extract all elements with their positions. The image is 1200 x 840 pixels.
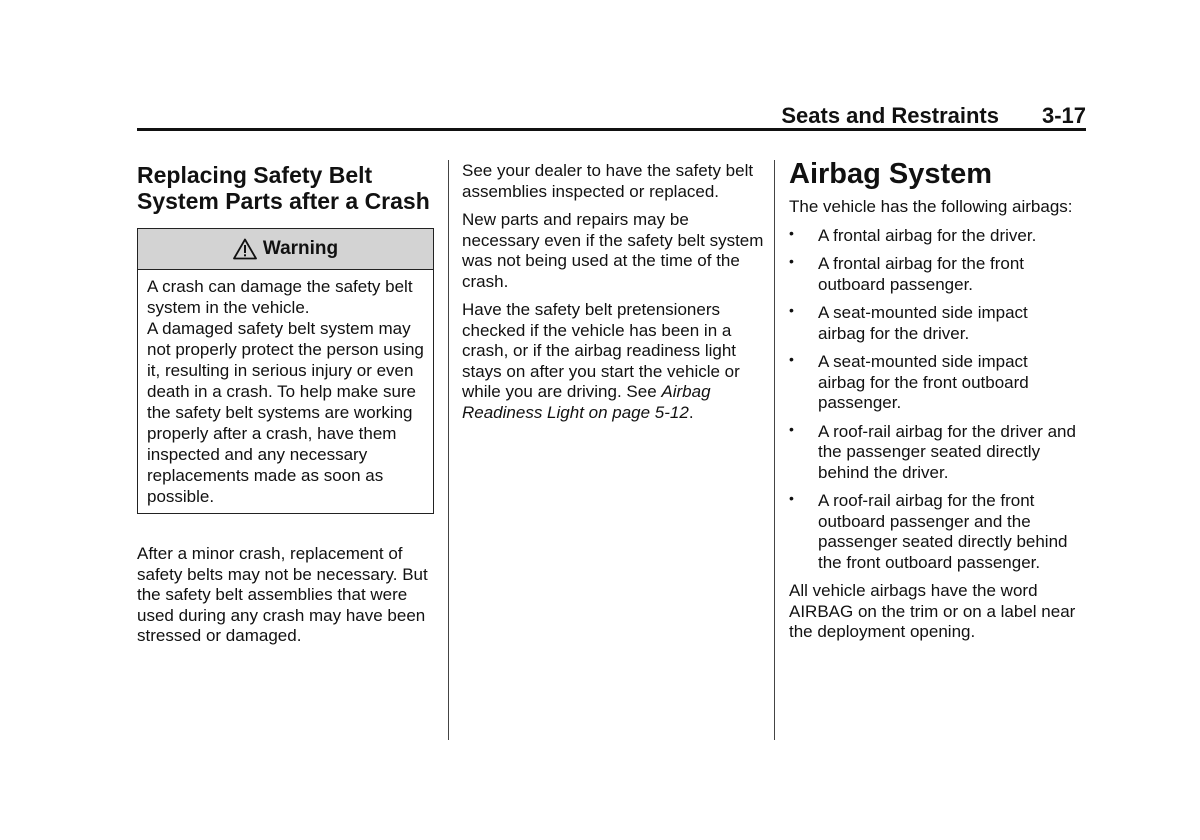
list-item-text: A roof-rail airbag for the front outboard passenger and the passenger seated directly behind the front outboard passenger. [818, 491, 1068, 572]
airbag-readiness-light-reference: Airbag Readiness Light on page 5-12 [462, 382, 711, 422]
bullet-icon: • [789, 253, 794, 269]
airbag-intro: The vehicle has the following airbags: [789, 197, 1073, 216]
list-item-text: A seat-mounted side impact airbag for the front outboard passenger. [818, 352, 1029, 412]
bullet-icon: • [789, 490, 794, 506]
header-page-number: 3-17 [1041, 103, 1086, 128]
warning-text-2: A damaged safety belt system may not properly protect the person using it, resulting in serious injury or even death in a crash. To help make sure the safety belt systems are working properly after a crash, have them inspected and any necessary replacements made as soon as possible. [147, 319, 424, 506]
middle-paragraph-3-end: . [688, 402, 694, 422]
list-item [789, 303, 1079, 344]
middle-column [462, 161, 764, 431]
bullet-icon: • [789, 351, 794, 367]
running-header [137, 102, 1086, 130]
middle-paragraph-1: See your dealer to have the safety belt assemblies inspected or replaced. [462, 161, 754, 201]
header-rule [137, 128, 1086, 131]
airbag-list [789, 226, 1079, 574]
middle-paragraph-2: New parts and repairs may be necessary even if the safety belt system was not being used at the time of the crash. [462, 210, 764, 291]
left-column [137, 162, 434, 655]
warning-text-1: A crash can damage the safety belt system in the vehicle. [147, 277, 413, 317]
list-item [789, 491, 1079, 573]
list-item-text: A frontal airbag for the front outboard passenger. [818, 254, 1025, 294]
left-paragraph: After a minor crash, replacement of safety belts may not be necessary. But the safety belt assemblies that were used during any crash may have been stressed or damaged. [137, 544, 428, 645]
column-divider-right [774, 160, 775, 740]
list-item [789, 352, 1079, 414]
airbag-outro: All vehicle airbags have the word AIRBAG on the trim or on a label near the deployment opening. [789, 581, 1076, 641]
column-divider-left [448, 160, 449, 740]
right-column [789, 157, 1079, 651]
list-item [789, 422, 1079, 484]
middle-paragraph-3 [462, 300, 764, 423]
list-item-text: A seat-mounted side impact airbag for the driver. [818, 303, 1028, 343]
list-item [789, 254, 1079, 295]
section-title-replacing-parts: Replacing Safety Belt System Parts after a Crash [137, 162, 430, 214]
warning-body [138, 270, 433, 513]
list-item-text: A frontal airbag for the driver. [818, 225, 1037, 245]
section-title-airbag-system: Airbag System [789, 158, 993, 190]
middle-paragraph-3-text: Have the safety belt pretensioners checked if the vehicle has been in a crash, or if the airbag readiness light stays on after you start the vehicle or while you are driving. See [462, 300, 740, 401]
bullet-icon: • [789, 420, 794, 437]
warning-header [138, 229, 433, 270]
bullet-icon: • [789, 224, 794, 241]
header-section-title: Seats and Restraints [781, 103, 999, 128]
list-item-text: A roof-rail airbag for the driver and the passenger seated directly behind the driver. [818, 421, 1076, 482]
warning-triangle-icon [233, 238, 257, 260]
warning-label: Warning [262, 237, 339, 259]
warning-box [137, 228, 434, 514]
list-item [789, 226, 1079, 247]
bullet-icon: • [789, 302, 794, 318]
